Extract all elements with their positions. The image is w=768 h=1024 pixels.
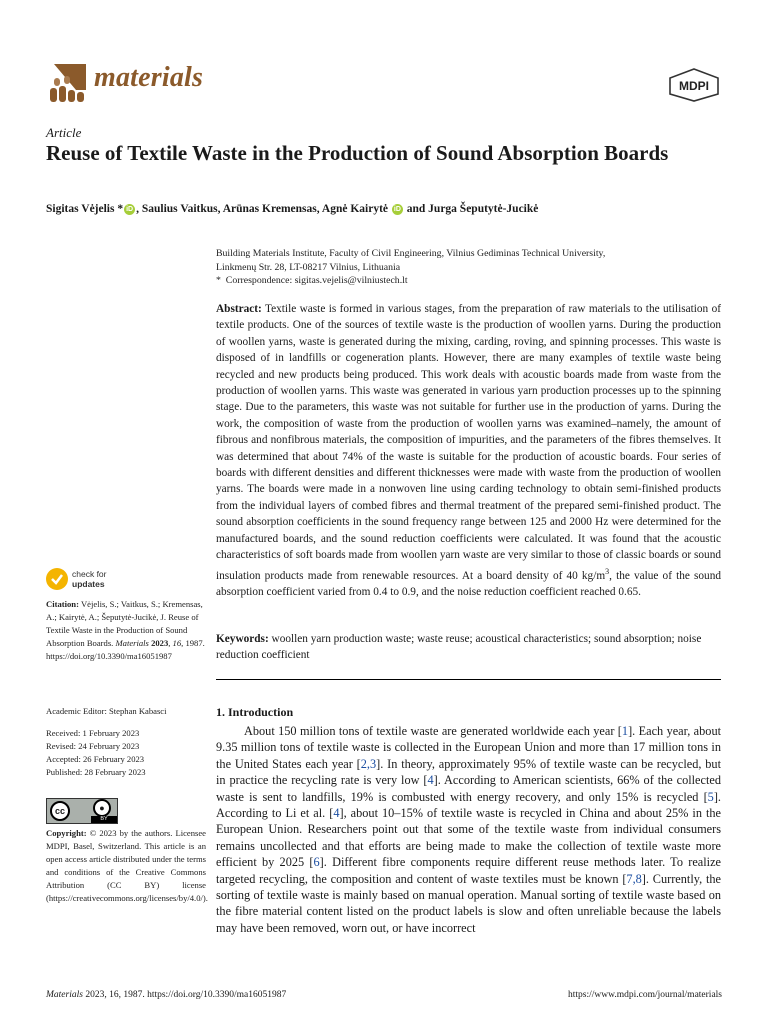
author-list: Sigitas Vėjelis * iD , Saulius Vaitkus, Arūnas Kremensas, Agnė Kairytė iD and Jurga Šeputytė-Jucikė xyxy=(46,203,539,215)
copyright-label: Copyright: xyxy=(46,828,87,838)
citation-ref[interactable]: 1 xyxy=(621,724,629,738)
citation-text: Vėjelis, S.; Vaitkus, S.; Kremensas, A.; Kairytė, A.; Šeputytė-Jucikė, J. Reuse of Textile Waste in the Production of Sound Absorption Boards. xyxy=(46,599,203,648)
citation-doi[interactable]: 1987. https://doi.org/10.3390/ma16051987 xyxy=(46,638,205,661)
correspondence: * Correspondence: sigitas.vejelis@vilniustech.lt xyxy=(216,275,408,286)
footer-journal-url[interactable]: https://www.mdpi.com/journal/materials xyxy=(568,990,722,1000)
author[interactable]: Jurga Šeputytė-Jucikė xyxy=(428,203,539,215)
intro-text: ], about 10–15% of textile waste is recycled in China and about 25% in the European Union. Researchers point out that some of the textile waste from individual consumers remains uncollected and that efforts are being made to make the collection of textile waste more efficient by 2025 [ xyxy=(216,806,722,870)
journal-name: materials xyxy=(94,62,204,93)
citation-journal: Materials xyxy=(115,638,149,648)
abstract-label: Abstract: xyxy=(216,303,262,315)
abstract-text-end: , the value of the sound absorption coefficient varied from 0.4 to 0.9, and the noise reduction coefficient reached 0.65. xyxy=(216,569,721,598)
intro-text: ]. According to American scientists, 66% of the collected waste is sent to landfills, 19% is combusted with energy recovery, and only 15% is recycled [ xyxy=(216,773,721,804)
article-type: Article xyxy=(46,125,82,140)
check-for-updates-button[interactable] xyxy=(46,568,126,592)
intro-text: ]. Different fibre components require different reuse methods later. To realize targeted recycling, the composition and content of waste textiles must be known [ xyxy=(216,855,721,886)
author[interactable]: Saulius Vaitkus xyxy=(141,203,218,215)
keywords-text: woollen yarn production waste; waste reuse; acoustical characteristics; sound absorption; noise reduction coefficient xyxy=(216,633,702,662)
publisher-name: MDPI xyxy=(679,79,709,93)
intro-text: ]. In theory, approximately 95% of textile waste can be recycled, but in practice the recycling rate is very low [ xyxy=(216,756,721,788)
check-updates-text xyxy=(72,569,107,589)
author[interactable]: Sigitas Vėjelis * xyxy=(46,203,124,215)
by-label: BY xyxy=(91,816,117,823)
article-title: Reuse of Textile Waste in the Production of Sound Absorption Boards xyxy=(46,141,669,165)
correspondence-text[interactable]: Correspondence: sigitas.vejelis@vilniustech.lt xyxy=(225,275,408,286)
section-divider xyxy=(216,679,721,680)
attribution-person-icon: ● xyxy=(93,799,111,817)
check-updates-line: updates xyxy=(72,579,105,589)
citation-volume: 16 xyxy=(172,638,182,648)
orcid-icon[interactable]: iD xyxy=(393,205,401,213)
citation-label: Citation: xyxy=(46,599,79,609)
published-date: Published: 28 February 2023 xyxy=(46,767,146,777)
check-updates-line: check for xyxy=(72,569,107,579)
cc-license-badge[interactable] xyxy=(46,798,118,824)
footer-journal: Materials xyxy=(46,990,83,1000)
abstract-text: Textile waste is formed in various stages, from the preparation of raw materials to the utilisation of textile products. One of the sources of textile waste is the production of woollen yarns. During the production of woollen yarns, waste is generated during the mixing, carding, roving, and spinning processes. This waste is disposed of in landfills or cogeneration plants. However, there are many examples of textile waste being recycled and new products being produced. This work deals with acoustic boards made from waste from the production of woollen yarns. This waste was generated in various yarn production processes up to the spinning stage. Due to the parameters, this waste was not suitable for further use in the production of yarns. During the work, the composition of waste from the production of woollen yarns was examined–namely, the amount of fibrous and nonfibrous materials, the composition of impurities, and the parameters of the fibres themselves. It was determined that about 74% of the waste is suitable for the production of acoustic boards. Four series of boards with different densities and different thicknesses were made with waste from the production of woollen yarns. The boards were made in a nonwoven line using carding technology to obtain semi-finished products from the individual layers of combed fibres and thermal treatment of the prepared semi-finished product. The sound absorption coefficients in the sound frequency range between 125 and 2000 Hz were determined for the manufactured boards, and the sound reduction coefficients were calculated. It was found that the acoustic characteristics of soft boards made from woollen yarn waste are very similar to those of classic boards or sound insulation products made from renewable resources. At a board density of 40 kg/m xyxy=(216,303,721,582)
materials-logo-icon xyxy=(46,60,90,104)
received-date: Received: 1 February 2023 xyxy=(46,728,140,738)
keywords xyxy=(216,631,721,664)
citation-year: 2023 xyxy=(151,638,169,648)
footer-citation xyxy=(46,990,286,1000)
citation-ref[interactable]: 5 xyxy=(707,789,714,804)
abstract xyxy=(216,301,721,600)
intro-text: About 150 million tons of textile waste are generated worldwide each year [ xyxy=(244,724,622,738)
copyright-text: © 2023 by the authors. Licensee MDPI, Basel, Switzerland. This article is an open access article distributed under the terms and conditions of the Creative Commons Attribution (CC BY) license (https://creativecommons.org/licenses/by/4.0/). xyxy=(46,828,208,903)
author[interactable]: Agnė Kairytė xyxy=(321,203,388,215)
check-updates-icon xyxy=(46,568,68,590)
citation-ref[interactable]: 6 xyxy=(313,855,320,870)
citation-ref[interactable]: 7,8 xyxy=(626,871,642,886)
accepted-date: Accepted: 26 February 2023 xyxy=(46,754,145,764)
copyright-notice xyxy=(46,827,206,905)
orcid-icon[interactable]: iD xyxy=(126,205,134,213)
revised-date: Revised: 24 February 2023 xyxy=(46,741,140,751)
journal-header xyxy=(46,58,722,108)
intro-text: ]. Currently, the sorting of textile waste is mainly based on manual operation. Manual sorting of textile waste based on the fibre material content listed on the product labels is slow and often unreliable because the labels may have been removed, worn out, or have incorrect xyxy=(216,871,721,935)
intro-text: ]. Each year, about 9.35 million tons of textile waste is collected in the European Union and more than 17 million tons in the United States each year [ xyxy=(216,724,722,771)
author[interactable]: Arūnas Kremensas xyxy=(222,203,317,215)
affiliation xyxy=(216,247,736,288)
cc-icon: cc xyxy=(50,801,70,821)
affiliation-line: Linkmenų Str. 28, LT-08217 Vilnius, Lithuania xyxy=(216,261,401,273)
citation-block: Citation: Vėjelis, S.; Vaitkus, S.; Kremensas, A.; Kairytė, A.; Šeputytė-Jucikė, J. Reuse of Textile Waste in the Production of Sound Absorption Boards. Materials 2023, 16, 1987. https://doi.org/10.3390/ma16051987 xyxy=(46,599,205,661)
publication-dates xyxy=(46,727,206,779)
abstract-superscript: 3 xyxy=(605,566,610,576)
introduction-paragraph xyxy=(216,723,721,936)
section-heading-introduction: 1. Introduction xyxy=(216,705,294,719)
keywords-label: Keywords: xyxy=(216,633,269,645)
affiliation-line: Building Materials Institute, Faculty of Civil Engineering, Vilnius Gediminas Technical University, xyxy=(216,248,606,259)
footer-doi[interactable]: 2023, 16, 1987. https://doi.org/10.3390/ma16051987 xyxy=(82,990,287,1000)
mdpi-logo-icon xyxy=(668,68,720,102)
citation-ref[interactable]: 4 xyxy=(427,773,434,788)
intro-text: ]. According to Li et al. [ xyxy=(216,789,721,821)
citation-ref[interactable]: 4 xyxy=(333,806,340,821)
academic-editor: Academic Editor: Stephan Kabasci xyxy=(46,706,167,716)
citation-ref[interactable]: 2,3 xyxy=(360,756,377,771)
